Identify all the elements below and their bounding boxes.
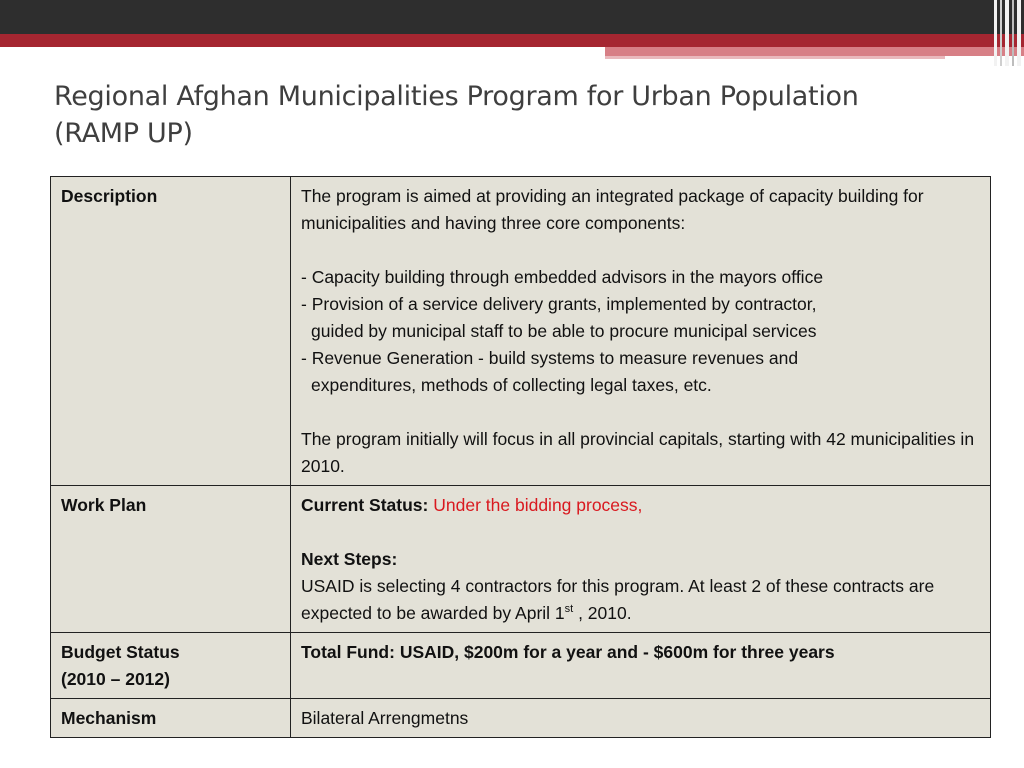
description-bullet-2: - Provision of a service delivery grants, implemented by contractor, (301, 294, 817, 314)
header-vertical-bar (1012, 0, 1014, 66)
next-steps-text-end: , 2010. (573, 603, 632, 623)
row-label-mechanism: Mechanism (51, 699, 291, 738)
row-label-budget-status (51, 633, 291, 699)
header-red-stripe (605, 47, 1024, 56)
row-label-description: Description (51, 177, 291, 486)
description-bullet-2-continued: guided by municipal staff to be able to procure municipal services (311, 321, 817, 341)
next-steps-text (301, 573, 980, 627)
budget-label-line-2: (2010 – 2012) (61, 669, 170, 689)
header-red-band (0, 34, 1024, 47)
program-info-table (50, 176, 991, 738)
row-value-mechanism: Bilateral Arrengmetns (291, 699, 991, 738)
description-bullet-3-continued: expenditures, methods of collecting legal taxes, etc. (311, 375, 712, 395)
row-value-description (291, 177, 991, 486)
row-value-budget-status: Total Fund: USAID, $200m for a year and - $600m for three years (291, 633, 991, 699)
header-vertical-bar (1017, 0, 1021, 66)
row-value-work-plan (291, 486, 991, 633)
header-vertical-bar (1000, 0, 1002, 66)
header-red-stripe-thin (605, 56, 945, 59)
budget-label-line-1: Budget Status (61, 642, 180, 662)
description-bullet-1: - Capacity building through embedded advisors in the mayors office (301, 267, 824, 287)
current-status-line (301, 492, 980, 519)
slide-title-line-2: (RAMP UP) (54, 118, 193, 149)
slide-title-line-1: Regional Afghan Municipalities Program for Urban Population (54, 81, 859, 112)
description-bullet-3: - Revenue Generation - build systems to measure revenues and (301, 348, 799, 368)
paragraph-gap (301, 399, 980, 426)
description-closing: The program initially will focus in all provincial capitals, starting with 42 municipalities in 2010. (301, 429, 975, 476)
next-steps-label: Next Steps: (301, 549, 398, 569)
current-status-value: Under the bidding process, (433, 495, 643, 515)
slide-title (54, 78, 954, 152)
table-row-description (51, 177, 991, 486)
next-steps-text-main: USAID is selecting 4 contractors for this program. At least 2 of these contracts are expected to be awarded by April 1 (301, 576, 935, 623)
description-intro: The program is aimed at providing an integrated package of capacity building for municipalities and having three core components: (301, 186, 924, 233)
current-status-label: Current Status: (301, 495, 429, 515)
header-vertical-bar (1005, 0, 1009, 66)
table-row-budget-status (51, 633, 991, 699)
table-row-mechanism (51, 699, 991, 738)
header-vertical-bar (994, 0, 997, 66)
row-label-work-plan: Work Plan (51, 486, 291, 633)
paragraph-gap (301, 519, 980, 546)
next-steps-ordinal: st (564, 603, 574, 616)
header-dark-band (0, 0, 1024, 34)
table-row-work-plan (51, 486, 991, 633)
paragraph-gap (301, 237, 980, 264)
